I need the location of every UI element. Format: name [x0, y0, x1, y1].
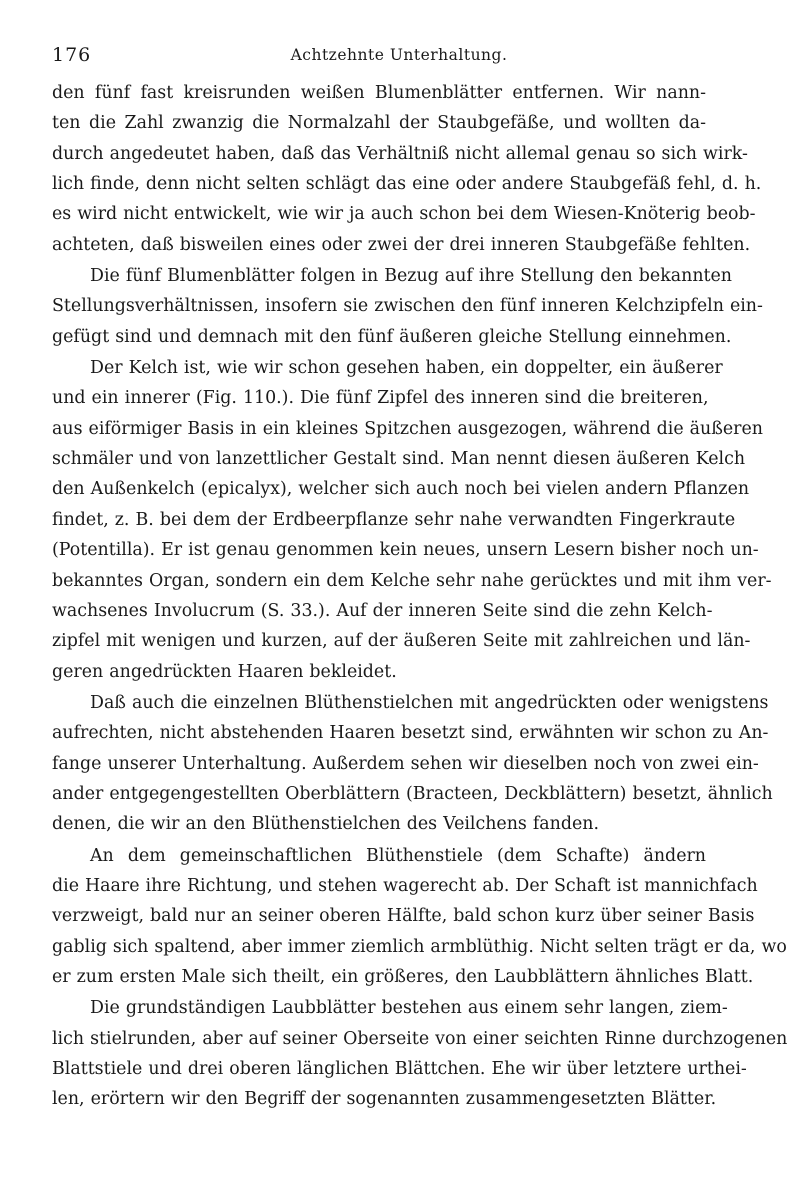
text-line: lich finde, denn nicht selten schlägt das eine oder andere Staubgefäß fehl, d. h. [52, 174, 762, 195]
text-line: verzweigt, bald nur an seiner oberen Hälfte, bald schon kurz über seiner Basis [52, 906, 755, 927]
text-line: Stellungsverhältnissen, insofern sie zwischen den fünf inneren Kelchzipfeln ein- [52, 296, 763, 317]
text-line: durch angedeutet haben, daß das Verhältniß nicht allemal genau so sich wirk- [52, 143, 748, 164]
text-line: den Außenkelch (epicalyx), welcher sich auch noch bei vielen andern Pflanzen [52, 479, 750, 500]
text-line: Der Kelch ist, wie wir schon gesehen haben, ein doppelter, ein äußerer [90, 358, 723, 379]
page-number: 176 [52, 44, 92, 66]
body-text [52, 78, 787, 1115]
text-line: wachsenes Involucrum (S. 33.). Auf der inneren Seite sind die zehn Kelch- [52, 600, 713, 621]
text-line: An dem gemeinschaftlichen Blüthenstiele (dem Schafte) ändern [90, 845, 706, 866]
text-line: (Potentilla). Er ist genau genommen kein neues, unsern Lesern bisher noch un- [52, 540, 759, 561]
text-line: es wird nicht entwickelt, wie wir ja auch schon bei dem Wiesen-Knöterig beob- [52, 204, 756, 225]
text-line: lich stielrunden, aber auf seiner Oberseite von einer seichten Rinne durchzogenen [52, 1028, 787, 1049]
paragraph-3 [52, 353, 772, 687]
text-line: fange unserer Unterhaltung. Außerdem sehen wir dieselben noch von zwei ein- [52, 753, 759, 774]
text-line: bekanntes Organ, sondern ein dem Kelche sehr nahe gerücktes und mit ihm ver- [52, 570, 772, 591]
paragraph-4 [52, 688, 773, 840]
text-line: aufrechten, nicht abstehenden Haaren besetzt sind, erwähnten wir schon zu An- [52, 723, 769, 744]
text-line: zipfel mit wenigen und kurzen, auf der äußeren Seite mit zahlreichen und län- [52, 631, 751, 652]
text-line: gablig sich spaltend, aber immer ziemlich armblüthig. Nicht selten trägt er da, wo [52, 936, 787, 957]
page-header [52, 38, 706, 78]
text-line: geren angedrückten Haaren bekleidet. [52, 661, 397, 682]
text-line: Die grundständigen Laubblätter bestehen aus einem sehr langen, ziem- [90, 998, 728, 1019]
text-line: achteten, daß bisweilen eines oder zwei der drei inneren Staubgefäße fehlten. [52, 234, 751, 255]
text-line: gefügt sind und demnach mit den fünf äußeren gleiche Stellung einnehmen. [52, 326, 732, 347]
text-line: den fünf fast kreisrunden weißen Blumenblätter entfernen. Wir nann- [52, 83, 706, 103]
paragraph-5 [52, 841, 787, 993]
text-line: und ein innerer (Fig. 110.). Die fünf Zipfel des inneren sind die breiteren, [52, 388, 709, 409]
text-line: Daß auch die einzelnen Blüthenstielchen mit angedrückten oder wenigstens [90, 692, 769, 713]
text-line: die Haare ihre Richtung, und stehen wagerecht ab. Der Schaft ist mannichfach [52, 875, 758, 896]
paragraph-1 [52, 78, 762, 260]
text-line: findet, z. B. bei dem der Erdbeerpflanze sehr nahe verwandten Fingerkraute [52, 509, 736, 530]
running-head: Achtzehnte Unterhaltung. [290, 46, 508, 64]
text-line: Blattstiele und drei oberen länglichen Blättchen. Ehe wir über letztere urthei- [52, 1059, 747, 1079]
paragraph-2 [52, 261, 763, 352]
text-line: aus eiförmiger Basis in ein kleines Spitzchen ausgezogen, während die äußeren [52, 418, 763, 439]
text-line: ander entgegengestellten Oberblättern (Bracteen, Deckblättern) besetzt, ähnlich [52, 783, 773, 804]
text-line: ten die Zahl zwanzig die Normalzahl der Staubgefäße, und wollten da- [52, 113, 706, 134]
text-line: len, erörtern wir den Begriff der sogenannten zusammengesetzten Blätter. [52, 1089, 717, 1110]
paragraph-6 [52, 993, 787, 1114]
text-line: er zum ersten Male sich theilt, ein größeres, den Laubblättern ähnliches Blatt. [52, 966, 754, 987]
text-line: schmäler und von lanzettlicher Gestalt sind. Man nennt diesen äußeren Kelch [52, 449, 746, 470]
text-line: Die fünf Blumenblätter folgen in Bezug auf ihre Stellung den bekannten [90, 266, 732, 287]
text-line: denen, die wir an den Blüthenstielchen des Veilchens fanden. [52, 814, 600, 835]
